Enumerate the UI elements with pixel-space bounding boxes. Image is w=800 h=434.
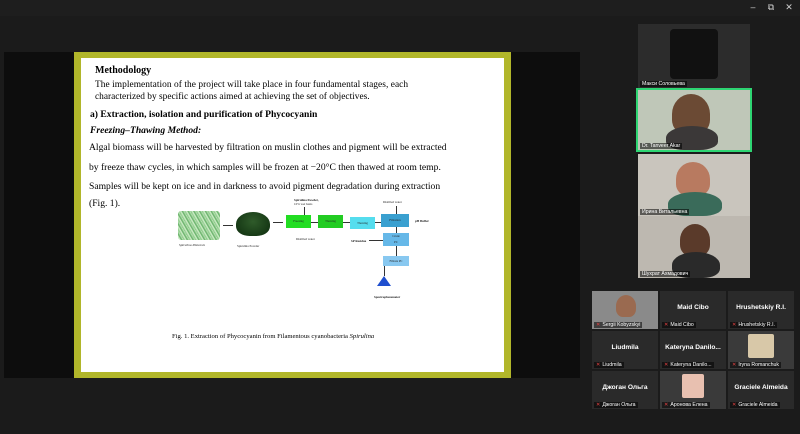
flow-arrow [384,266,385,276]
presentation-slide [74,52,511,378]
participant-name [730,362,781,368]
participant-display-name: Джоган Ольга [602,384,648,391]
figure-diagram [171,198,429,320]
flow-arrow [273,222,283,223]
participant-tile[interactable] [638,154,750,216]
restore-button[interactable]: ⧉ [767,3,775,13]
participant-display-name: Graciele Almeida [734,384,788,391]
filtration-box: Filtration [381,214,409,227]
participant-display-name: Hrushetskiy R.I. [736,304,786,311]
participant-name: Ирина Витальевна [642,209,688,215]
participant-name [730,402,780,408]
participant-name [730,322,777,328]
thawing-box: Thawing [318,215,343,228]
participant-name: Макси Соловьева [642,81,685,87]
participant-display-name: Kateryna Danilo... [665,344,721,351]
gallery-tile[interactable] [728,371,794,409]
gallery-tile[interactable] [728,331,794,369]
participant-tile-active-speaker[interactable] [638,90,750,150]
mic-muted-icon: ✕ [664,402,669,408]
mic-muted-icon: ✕ [596,362,601,368]
slide-title: Methodology [95,65,152,76]
participant-name [594,402,638,408]
participant-tile[interactable] [638,216,750,278]
participant-name [594,362,624,368]
slide-body-line: Algal biomass will be harvested by filtration on muslin clothes and pigment will be extracted [89,142,447,153]
avatar [748,334,774,358]
powder-note: Spirulina Powder, [294,198,319,202]
flow-arrow [223,225,233,226]
spirulina-label: Spirulina Platensis [179,243,205,247]
pc-label: PC [394,240,398,244]
thawing-step: Thawing [350,217,375,229]
filtrate-box: Filtrate PC [383,256,409,266]
figure-caption [172,333,374,340]
title-bar [0,0,800,16]
gallery-tile[interactable] [728,291,794,329]
spectrophotometer-label: Spectrophotometer [374,295,401,299]
participant-name-text: Аронова Елена [670,402,708,408]
mic-muted-icon: ✕ [732,322,737,328]
participant-name-text: Maid Cibo [670,322,694,328]
participant-name: Dr. Tanveer Akar [642,143,681,149]
avatar [616,295,636,317]
powder-image [236,212,270,236]
participant-tile[interactable] [638,24,750,88]
crude-label: Crude [392,234,400,238]
participant-name-text: Iryna Romanchuk [738,362,780,368]
powder-note-2: 10% wet basis [294,202,313,206]
slide-subheading: a) Extraction, isolation and purification of Phycocyanin [90,109,318,120]
slide-method-title: Freezing–Thawing Method: [90,125,202,136]
participant-name [594,322,642,328]
participant-name-text: Liudmila [602,362,622,368]
avatar [676,162,710,196]
distilled-water-label: Distilled water [296,237,315,241]
powder-label: Spirulina Powder [237,244,260,248]
gallery-tile[interactable] [660,371,726,409]
flow-arrow [304,207,305,215]
slide-intro-line2: characterized by specific actions aimed at achieving the set of objectives. [95,92,370,102]
participant-name-text: Kateryna Danilo... [670,362,712,368]
slide-intro-line1: The implementation of the project will take place in four fundamental stages, each [95,80,409,90]
participant-display-name: Liudmila [611,344,639,351]
participant-name-text: Джоган Ольга [602,402,636,408]
mic-muted-icon: ✕ [664,322,669,328]
phycocyanin-sample [377,276,391,286]
avatar [682,374,704,398]
slide-body-line: Samples will be kept on ice and in darkness to avoid pigment degradation during extraction [89,181,441,192]
slide-body-line: by freeze thaw cycles, in which samples will be frozen at −20°C then thawed at room temp. [89,162,441,173]
distilled-water-label-2: Distilled water [383,200,402,204]
ph-buffer-label: pH Buffer [415,219,429,223]
flow-arrow [369,240,383,241]
flow-arrow [311,222,318,223]
flow-arrow [396,206,397,214]
avatar [670,29,718,79]
participant-name-text: Hrushetskiy R.I. [738,322,775,328]
participants-panel [590,16,800,434]
participant-name-text: Sergii Kobyzskyi [602,322,641,328]
gallery-tile[interactable] [592,371,658,409]
participant-display-name: Maid Cibo [677,304,709,311]
gallery-tile[interactable] [660,331,726,369]
mic-muted-icon: ✕ [732,402,737,408]
participant-name [662,322,696,328]
participant-name [662,362,714,368]
crude-pc-box [383,233,409,246]
gallery-tile[interactable] [592,331,658,369]
mic-muted-icon: ✕ [596,402,601,408]
flow-arrow [343,222,350,223]
sp-residue-label: SP Residue [351,239,367,243]
gallery-tile[interactable] [660,291,726,329]
gallery-tile[interactable] [592,291,658,329]
mic-muted-icon: ✕ [596,322,601,328]
slide-body-line: (Fig. 1). [89,198,121,209]
caption-text: Fig. 1. Extraction of Phycocyanin from Filamentous cyanobacteria [172,333,350,340]
mic-muted-icon: ✕ [732,362,737,368]
flow-arrow [396,246,397,256]
participant-name: Шухрат Ахмадович [642,271,689,277]
spirulina-image [178,211,220,240]
caption-species: Spirulina [349,333,375,340]
freezing-box: Freezing [286,215,311,228]
participant-name [662,402,710,408]
mic-muted-icon: ✕ [664,362,669,368]
slide-content [81,58,504,372]
close-button[interactable]: ✕ [785,3,793,13]
minimize-button[interactable]: ‒ [750,3,756,13]
participant-name-text: Graciele Almeida [738,402,778,408]
